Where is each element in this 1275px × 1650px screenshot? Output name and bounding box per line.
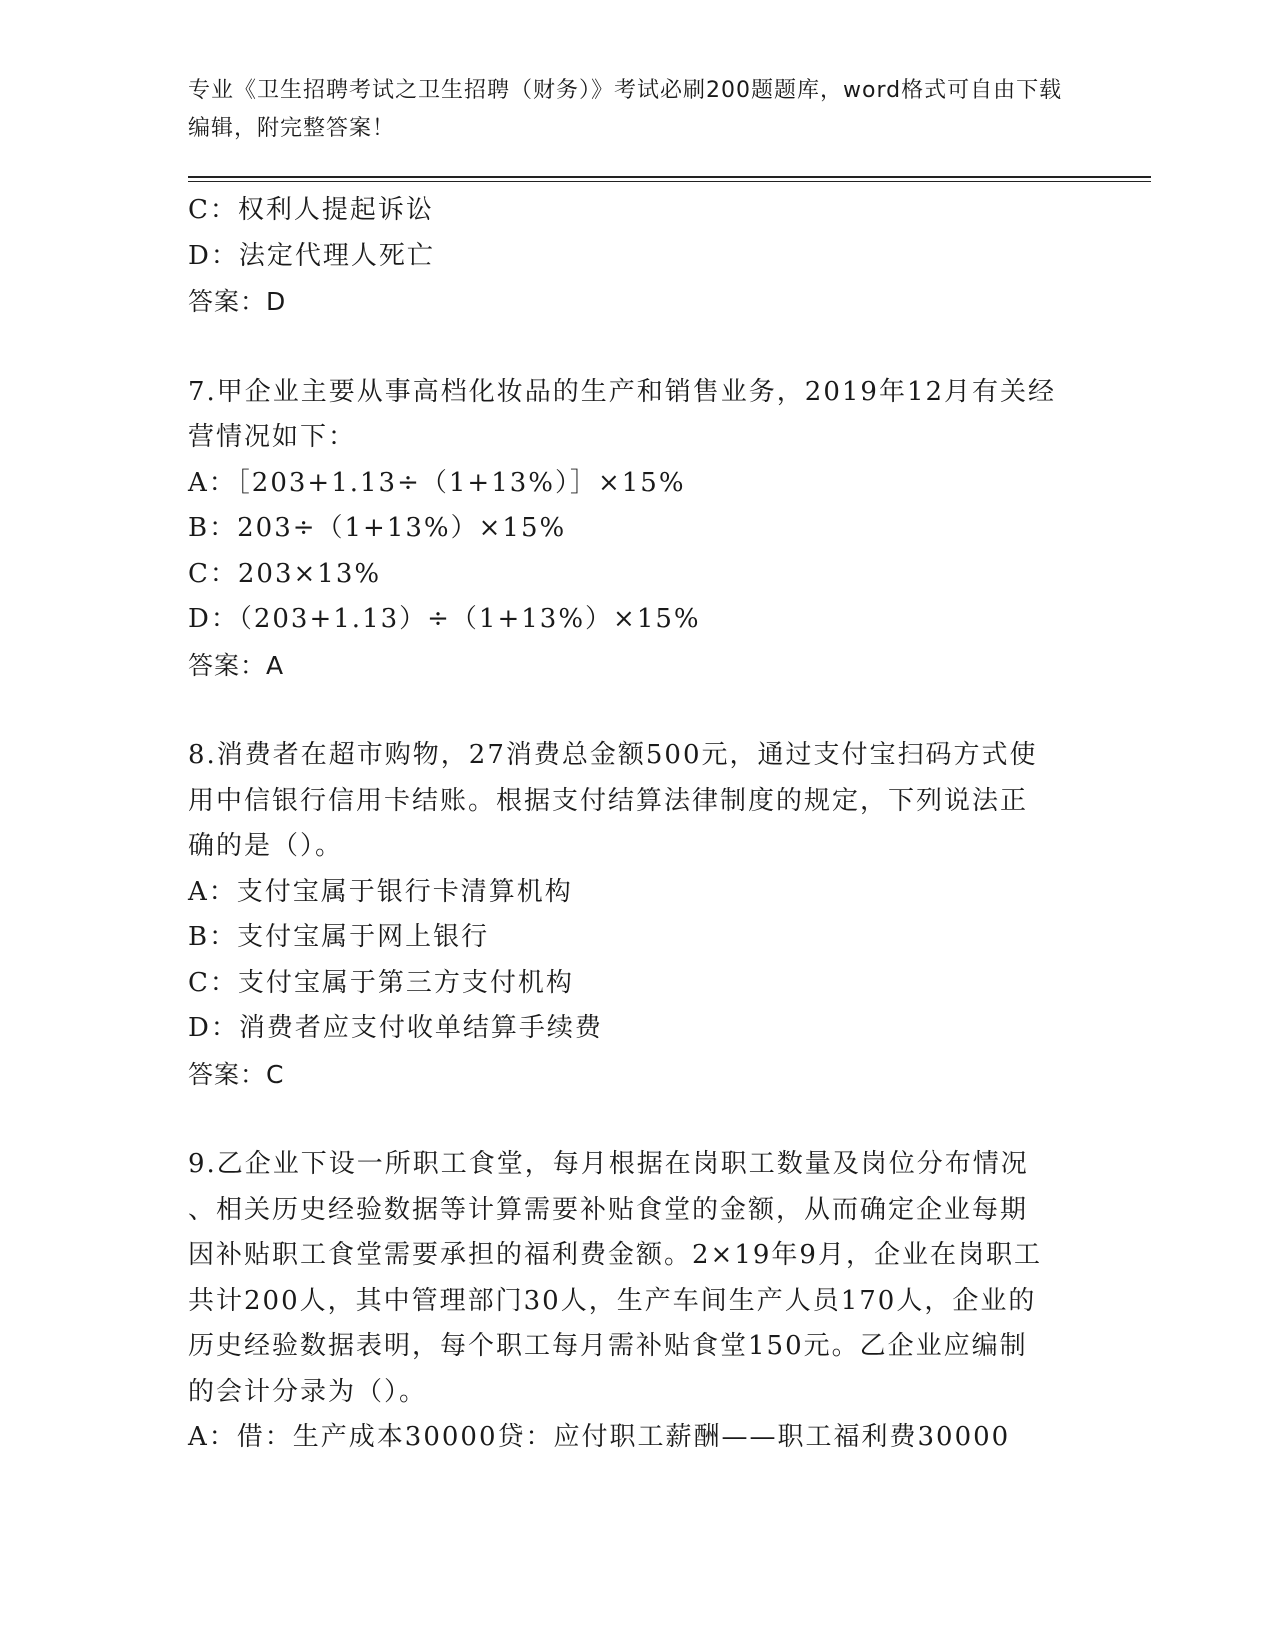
q8-option-a: A：支付宝属于银行卡清算机构 xyxy=(188,876,573,907)
q7-option-d: D：（203+1.13）÷（1+13%）×15% xyxy=(188,604,701,634)
q6-answer: 答案：D xyxy=(188,287,287,316)
q9-stem-line: 、相关历史经验数据等计算需要补贴食堂的金额，从而确定企业每期 xyxy=(188,1194,1029,1225)
q8-stem-line: 确的是（）。 xyxy=(188,831,344,861)
q9-stem-line: 9.乙企业下设一所职工食堂，每月根据在岗职工数量及岗位分布情况 xyxy=(188,1149,1029,1179)
q6-option-c: C：权利人提起诉讼 xyxy=(188,195,434,225)
spacer xyxy=(188,1097,1088,1142)
q7-answer: 答案：A xyxy=(188,650,285,680)
q8-option-c: C：支付宝属于第三方支付机构 xyxy=(188,967,574,998)
question-content xyxy=(188,188,1088,1461)
q8-answer: 答案：C xyxy=(188,1059,285,1089)
q7-option-a: A：［203+1.13÷（1+13%）］×15% xyxy=(188,467,686,498)
q7-option-c: C：203×13% xyxy=(188,558,382,589)
q9-option-a: A：借：生产成本30000贷：应付职工薪酬——职工福利费30000 xyxy=(188,1422,1011,1452)
q8-stem-line: 8.消费者在超市购物，27消费总金额500元，通过支付宝扫码方式使 xyxy=(188,740,1038,770)
q9-stem-line: 的会计分录为（）。 xyxy=(188,1376,428,1407)
spacer xyxy=(188,325,1088,370)
question-7 xyxy=(188,370,1088,689)
header-title: 专业《卫生招聘考试之卫生招聘（财务）》考试必刷200题题库，word格式可自由下载编辑，附完整答案！ xyxy=(188,78,1063,141)
q9-stem-line: 因补贴职工食堂需要承担的福利费金额。2×19年9月，企业在岗职工 xyxy=(188,1240,1042,1270)
q7-option-b: B：203÷（1+13%）×15% xyxy=(188,513,567,543)
q7-stem-line: 营情况如下： xyxy=(188,422,357,452)
document-header xyxy=(188,72,1068,148)
q6-option-d: D：法定代理人死亡 xyxy=(188,240,435,271)
spacer xyxy=(188,688,1088,733)
q9-stem-line: 历史经验数据表明，每个职工每月需补贴食堂150元。乙企业应编制 xyxy=(188,1331,1028,1361)
question-6 xyxy=(188,188,1088,325)
header-divider xyxy=(188,176,1151,182)
question-9 xyxy=(188,1142,1088,1461)
q9-stem-line: 共计200人，其中管理部门30人，生产车间生产人员170人，企业的 xyxy=(188,1285,1037,1316)
question-8 xyxy=(188,733,1088,1097)
q8-stem-line: 用中信银行信用卡结账。根据支付结算法律制度的规定，下列说法正 xyxy=(188,785,1029,816)
q7-stem-line: 7.甲企业主要从事高档化妆品的生产和销售业务，2019年12月有关经 xyxy=(188,376,1057,407)
q8-option-d: D：消费者应支付收单结算手续费 xyxy=(188,1013,603,1043)
q8-option-b: B：支付宝属于网上银行 xyxy=(188,922,490,952)
